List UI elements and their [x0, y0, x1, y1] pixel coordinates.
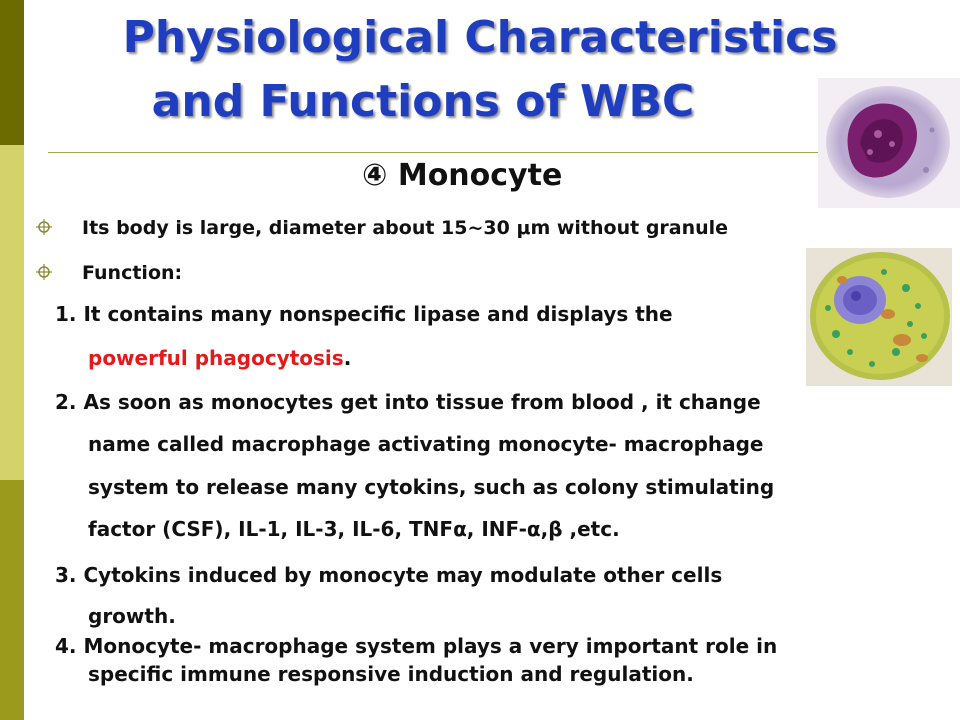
- crosshair-bullet-icon: [36, 264, 52, 280]
- slide-title-line-1: Physiological Characteristics: [122, 12, 838, 63]
- item-4-line-2: specific immune responsive induction and regulation.: [88, 662, 694, 686]
- phagocytosis-highlight: powerful phagocytosis: [88, 346, 344, 370]
- sidebar-band-top: [0, 0, 24, 145]
- item-1-line-2-end: .: [343, 346, 352, 370]
- bullet-text-body-size: Its body is large, diameter about 15~30 μm without granule: [82, 217, 729, 239]
- item-1-line-1: 1. It contains many nonspecific lipase and displays the: [55, 302, 673, 326]
- crosshair-bullet-icon: [36, 219, 52, 235]
- item-3-line-2: growth.: [88, 604, 176, 628]
- macrophage-tissue-image: [806, 248, 952, 386]
- item-4-line-1: 4. Monocyte- macrophage system plays a very important role in: [55, 634, 778, 658]
- monocyte-blood-smear-image: [818, 78, 960, 208]
- title-divider: [48, 152, 838, 153]
- item-2-line-3: system to release many cytokins, such as colony stimulating: [88, 475, 775, 499]
- sidebar-band-middle: [0, 145, 24, 480]
- section-title-monocyte: ④ Monocyte: [362, 158, 563, 193]
- item-2-line-4: factor (CSF), IL-1, IL-3, IL-6, TNFα, INF-α,β ,etc.: [88, 517, 620, 541]
- item-1-line-2: [88, 346, 351, 370]
- item-2-line-1: 2. As soon as monocytes get into tissue from blood , it change: [55, 390, 761, 414]
- item-2-line-2: name called macrophage activating monocyte- macrophage: [88, 432, 764, 456]
- bullet-text-function: Function:: [82, 262, 183, 284]
- slide-title-line-2: and Functions of WBC: [151, 76, 695, 127]
- item-3-line-1: 3. Cytokins induced by monocyte may modulate other cells: [55, 563, 723, 587]
- sidebar-band-bottom: [0, 480, 24, 720]
